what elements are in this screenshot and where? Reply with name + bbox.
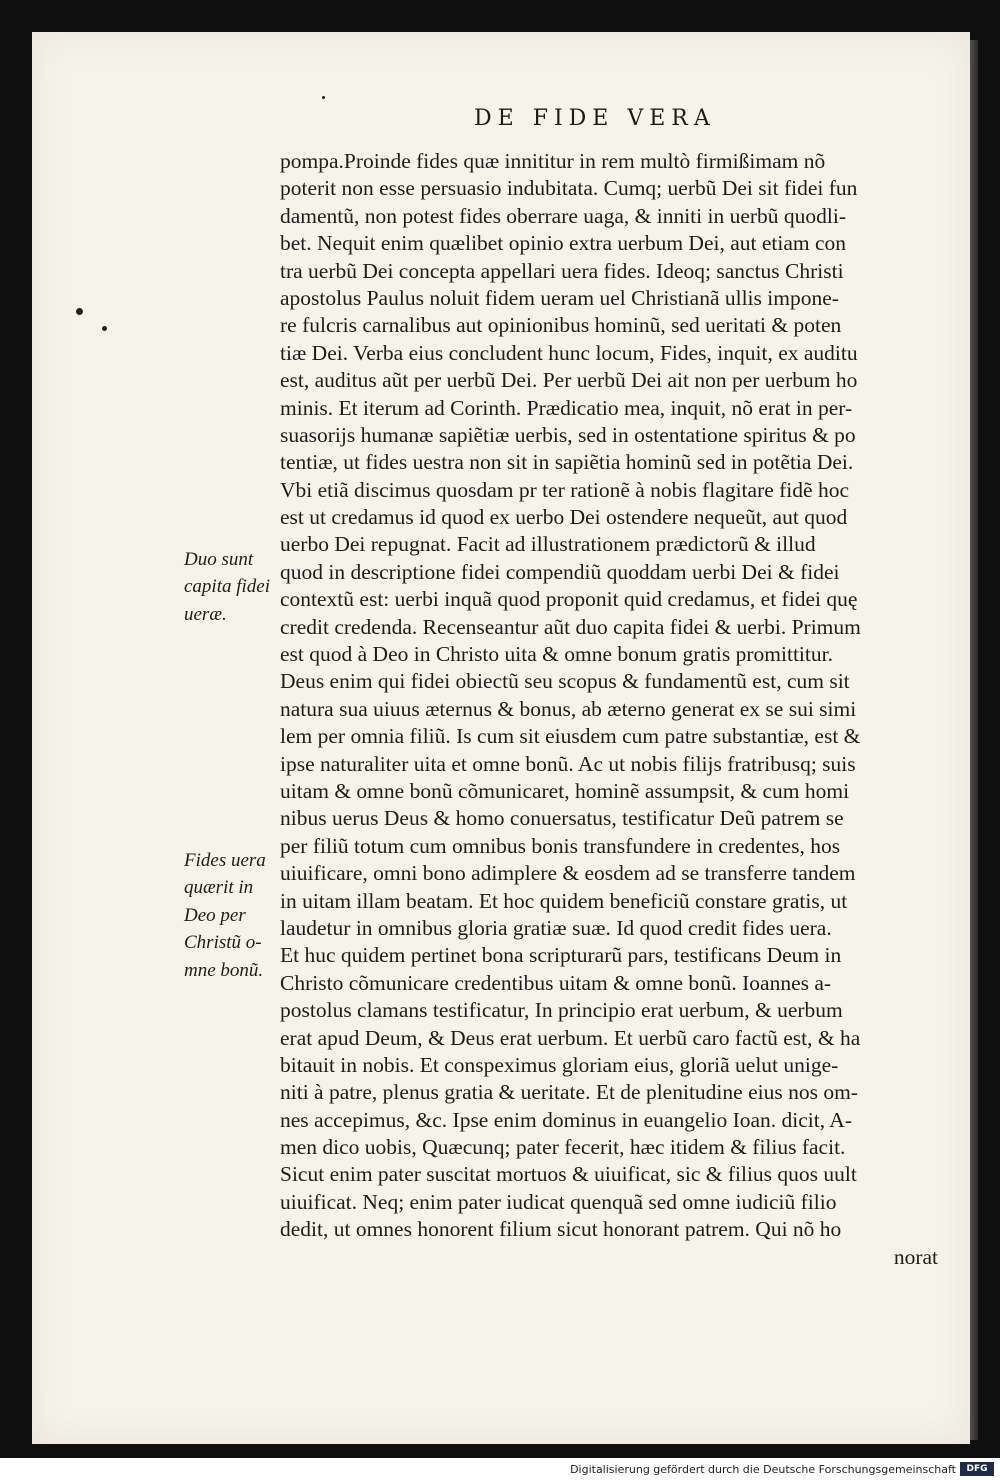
text-line: bet. Nequit enim quælibet opinio extra uerbum Dei, aut etiam con [280, 231, 847, 256]
text-line: uiuificare, omni bono adimplere & eosdem ad se transferre tandem [280, 861, 856, 886]
dfg-logo: DFG [960, 1462, 994, 1476]
text-line: pompa.Proinde fides quæ innititur in rem multò firmißimam nõ [280, 149, 826, 173]
margin-note-line: Fides uera [184, 850, 266, 871]
text-line: postolus clamans testificatur, In principio erat uerbum, & uerbum [280, 998, 843, 1023]
text-line: erat apud Deum, & Deus erat uerbum. Et uerbũ caro factũ est, & ha [280, 1025, 861, 1050]
text-line: Et huc quidem pertinet bona scripturarũ pars, testificans Deum in [280, 943, 842, 968]
margin-note-line: Deo per [184, 904, 246, 926]
text-line: apostolus Paulus noluit fidem ueram uel Christianã ullis impone- [280, 285, 839, 310]
text-line: bitauit in nobis. Et conspeximus gloriam eius, gloriã uelut unige- [280, 1052, 839, 1077]
text-line: credit credenda. Recenseantur aũt duo capita fidei & uerbi. Primum [280, 614, 861, 639]
text-line: Sicut enim pater suscitat mortuos & uiuificat, sic & filius quos uult [280, 1162, 857, 1187]
text-line: nes accepimus, &c. Ipse enim dominus in euangelio Ioan. dicit, A- [280, 1107, 852, 1132]
text-line: tiæ Dei. Verba eius concludent hunc locum, Fides, inquit, ex auditu [280, 340, 858, 365]
text-line: ipse naturaliter uita et omne bonũ. Ac ut nobis filijs fratribusq; suis [280, 751, 856, 776]
text-line: dedit, ut omnes honorent filium sicut honorant patrem. Qui nõ ho [280, 1217, 842, 1242]
text-line: est, auditus aũt per uerbũ Dei. Per uerbũ Dei ait non per uerbum ho [280, 368, 858, 393]
text-line: laudetur in omnibus gloria gratiæ suæ. Id quod credit fides uera. [280, 915, 832, 940]
text-line: natura sua uiuus æternus & bonus, ab æterno generat ex se sui simi [280, 696, 857, 721]
margin-note-line: Duo sunt [184, 549, 254, 570]
text-line: tentiæ, ut fides uestra non sit in sapiẽtia hominũ sed in potẽtia Dei. [280, 450, 854, 475]
ink-speck [322, 96, 325, 99]
margin-note-line: mne bonũ. [184, 959, 264, 981]
text-line: uiuificat. Neq; enim pater iudicat quenquã sed omne iudiciũ filio [280, 1189, 837, 1214]
ink-speck [76, 308, 83, 315]
text-line: niti à patre, plenus gratia & ueritate. Et de plenitudine eius nos om- [280, 1080, 858, 1105]
text-line: tra uerbũ Dei concepta appellari uera fides. Ideoq; sanctus Christi [280, 258, 844, 283]
text-line: nibus uerus Deus & homo conuersatus, testificatur Deũ patrem se [280, 806, 844, 831]
text-line: men dico uobis, Quæcunq; pater fecerit, hæc itidem & filius facit. [280, 1135, 846, 1160]
text-line: lem per omnia filiũ. Is cum sit eiusdem cum patre substantiæ, est & [280, 724, 861, 749]
text-line: minis. Et iterum ad Corinth. Prædicatio mea, inquit, nõ erat in per- [280, 395, 853, 420]
margin-note-line: capita fidei [184, 576, 271, 598]
catchword: norat [893, 1244, 938, 1269]
margin-note [184, 847, 280, 984]
text-line: uerbo Dei repugnat. Facit ad illustrationem prædictorũ & illud [280, 532, 816, 557]
text-line: per filiũ totum cum omnibus bonis transfundere in credentes, hos [280, 833, 841, 858]
text-line: in uitam illam beatam. Et hoc quidem beneficiũ constare gratis, ut [280, 888, 848, 913]
text-line: contextũ est: uerbi inquã quod proponit quid credamus, et fidei quę [280, 587, 858, 612]
margin-note [184, 546, 280, 628]
text-line: suasorijs humanæ sapiẽtiæ uerbis, sed in ostentatione spiritus & po [280, 422, 856, 447]
text-line: quod in descriptione fidei compendiũ quoddam uerbi Dei & fidei [280, 559, 840, 584]
margin-note-line: ueræ. [184, 603, 227, 625]
text-line: Deus enim qui fidei obiectũ seu scopus & fundamentũ est, cum sit [280, 669, 850, 694]
margin-note-line: Christũ o- [184, 932, 262, 954]
ink-speck [102, 326, 107, 331]
text-line: Vbi etiã discimus quosdam pr ter rationẽ à nobis flagitare fidẽ hoc [280, 477, 849, 502]
running-head: DE FIDE VERA [474, 106, 716, 131]
body-text [280, 148, 952, 1271]
margin-note-line: quærit in [184, 877, 254, 899]
text-line: Christo cõmunicare credentibus uitam & omne bonũ. Ioannes a- [280, 970, 832, 995]
text-line: est quod à Deo in Christo uita & omne bonum gratis promittitur. [280, 642, 833, 667]
text-line: est ut credamus id quod ex uerbo Dei ostendere nequeũt, aut quod [280, 505, 848, 530]
footer-credit: Digitalisierung gefördert durch die Deutsche Forschungsgemeinschaft [570, 1463, 956, 1476]
text-line: uitam & omne bonũ cõmunicaret, hominẽ assumpsit, & cum homi [280, 778, 850, 803]
text-line: damentũ, non potest fides oberrare uaga, & inniti in uerbũ quodli- [280, 203, 847, 228]
text-line: re fulcris carnalibus aut opinionibus hominũ, sed ueritati & poten [280, 313, 842, 338]
text-line: poterit non esse persuasio indubitata. Cumq; uerbũ Dei sit fidei fun [280, 176, 858, 201]
